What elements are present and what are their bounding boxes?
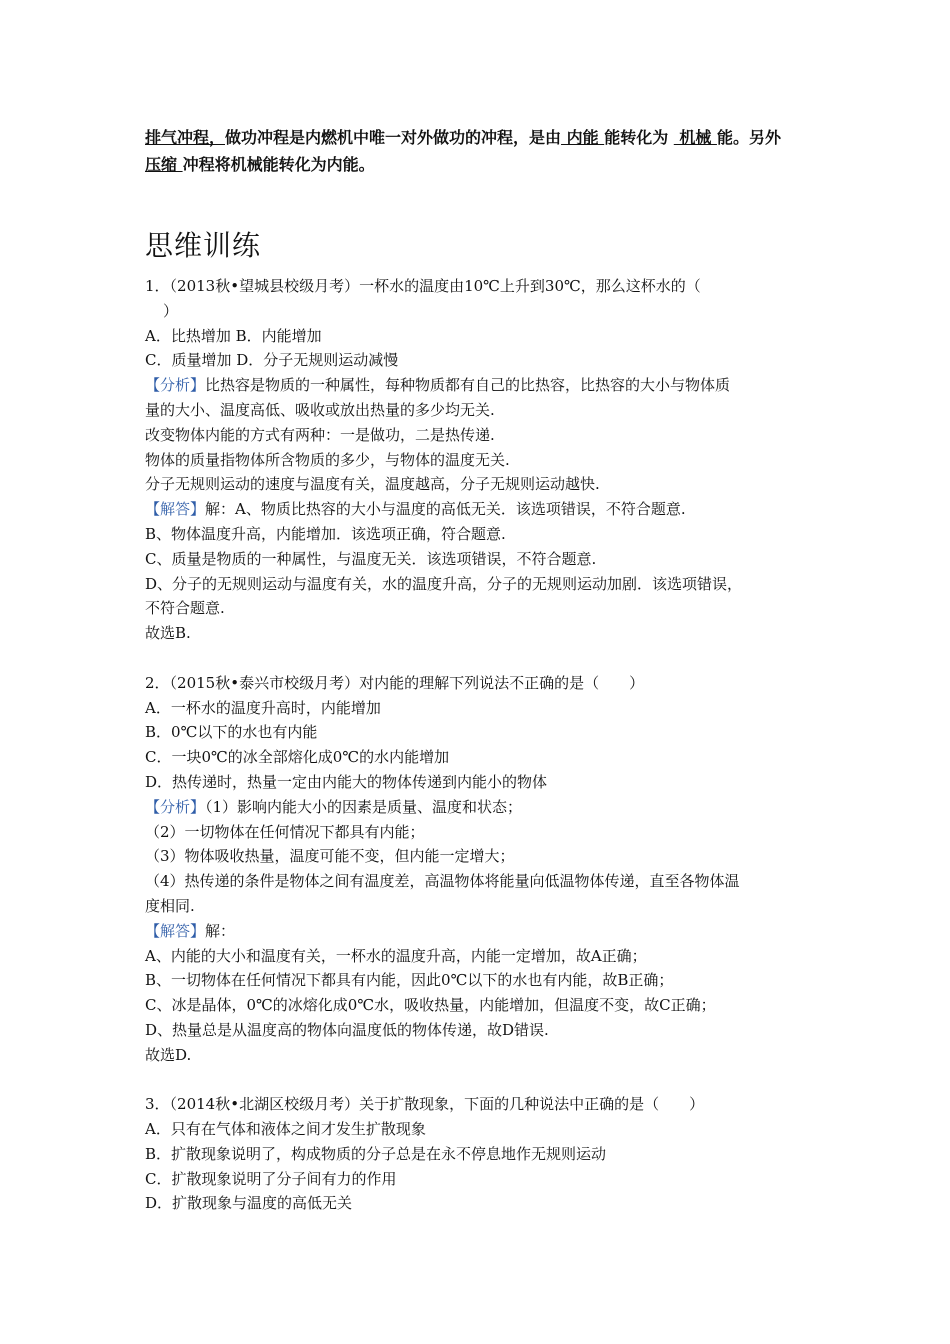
question-1-answer-line: 不符合题意. bbox=[145, 599, 225, 618]
question-2-analysis-line: （2）一切物体在任何情况下都具有内能； bbox=[145, 822, 425, 841]
question-3-option: C．扩散现象说明了分子间有力的作用 bbox=[145, 1169, 397, 1188]
analysis-tag: 【分析】 bbox=[145, 797, 206, 816]
question-2-analysis-line bbox=[145, 795, 810, 820]
question-2-final-choice: 故选D. bbox=[145, 1045, 192, 1064]
question-3-option: A．只有在气体和液体之间才发生扩散现象 bbox=[145, 1120, 426, 1139]
question-2-answer-line: B、一切物体在任何情况下都具有内能，因此0℃以下的水也有内能，故B正确； bbox=[145, 971, 674, 990]
intro-underlined-term: 排气冲程， bbox=[145, 128, 226, 147]
question-2-stem: 2．（2015秋•泰兴市校级月考）对内能的理解下列说法不正确的是（ ） bbox=[145, 673, 645, 692]
question-2-analysis-line: 度相同. bbox=[145, 896, 195, 915]
question-2-answer-line: A、内能的大小和温度有关，一杯水的温度升高，内能一定增加，故A正确； bbox=[145, 946, 647, 965]
question-1-answer-line: B、物体温度升高，内能增加．该选项正确，符合题意. bbox=[145, 524, 506, 543]
question-2-analysis-line: （3）物体吸收热量，温度可能不变，但内能一定增大； bbox=[145, 847, 515, 866]
question-1-stem-cont: ） bbox=[163, 301, 179, 320]
question-1-analysis-line: 改变物体内能的方式有两种：一是做功，二是热传递. bbox=[145, 425, 495, 444]
answer-text: 解：A、物质比热容的大小与温度的高低无关．该选项错误，不符合题意. bbox=[205, 500, 686, 519]
intro-line-1 bbox=[145, 124, 815, 151]
question-2-option: A．一杯水的温度升高时，内能增加 bbox=[145, 698, 381, 717]
intro-line-2 bbox=[145, 151, 815, 178]
fill-blank-answer: 内能 bbox=[561, 128, 605, 147]
question-2-answer-line: C、冰是晶体，0℃的冰熔化成0℃水，吸收热量，内能增加，但温度不变，故C正确； bbox=[145, 996, 716, 1015]
answer-tag: 【解答】 bbox=[145, 500, 206, 519]
intro-text: 能转化为 bbox=[604, 128, 669, 147]
intro-paragraph bbox=[145, 124, 815, 178]
question-2-answer-head bbox=[145, 919, 810, 944]
question-2-analysis-line: （4）热传递的条件是物体之间有温度差，高温物体将能量向低温物体传递，直至各物体温 bbox=[145, 872, 740, 891]
question-1-analysis-line: 量的大小、温度高低、吸收或放出热量的多少均无关. bbox=[145, 400, 495, 419]
question-1-answer-line: D、分子的无规则运动与温度有关，水的温度升高，分子的无规则运动加剧．该选项错误， bbox=[145, 574, 743, 593]
fill-blank-answer: 压缩 bbox=[145, 155, 183, 174]
question-3-stem: 3．（2014秋•北湖区校级月考）关于扩散现象，下面的几种说法中正确的是（ ） bbox=[145, 1095, 705, 1114]
question-1-options-ab: A．比热增加 B．内能增加 bbox=[145, 326, 322, 345]
question-2-answer-line: D、热量总是从温度高的物体向温度低的物体传递，故D错误. bbox=[145, 1020, 549, 1039]
intro-text: 做功冲程是内燃机中唯一对外做功的冲程，是由 bbox=[225, 128, 562, 147]
question-1-options-cd: C．质量增加 D．分子无规则运动减慢 bbox=[145, 351, 399, 370]
question-1-answer-line: C、质量是物质的一种属性，与温度无关．该选项错误，不符合题意. bbox=[145, 549, 597, 568]
analysis-text: （1）影响内能大小的因素是质量、温度和状态； bbox=[205, 797, 523, 816]
question-2-option: B．0℃以下的水也有内能 bbox=[145, 723, 318, 742]
question-1-answer-line bbox=[145, 497, 810, 522]
questions-content bbox=[145, 274, 810, 1216]
question-3-option: D．扩散现象与温度的高低无关 bbox=[145, 1194, 353, 1213]
question-1-analysis-line: 物体的质量指物体所含物质的多少，与物体的温度无关. bbox=[145, 450, 510, 469]
fill-blank-answer: 机械 bbox=[673, 128, 717, 147]
question-2-option: C．一块0℃的冰全部熔化成0℃的水内能增加 bbox=[145, 748, 450, 767]
spacer bbox=[145, 1068, 810, 1093]
intro-text: 能。另外 bbox=[716, 128, 781, 147]
analysis-tag: 【分析】 bbox=[145, 376, 206, 395]
question-1-stem: 1．（2013秋•望城县校级月考）一杯水的温度由10℃上升到30℃，那么这杯水的（ bbox=[145, 277, 701, 295]
answer-text: 解： bbox=[205, 921, 236, 940]
section-title: 思维训练 bbox=[145, 229, 262, 262]
analysis-text: 比热容是物质的一种属性，每种物质都有自己的比热容，比热容的大小与物体质 bbox=[205, 376, 731, 395]
question-2-option: D．热传递时，热量一定由内能大的物体传递到内能小的物体 bbox=[145, 772, 548, 791]
spacer bbox=[145, 646, 810, 671]
question-1-final-choice: 故选B. bbox=[145, 624, 191, 643]
intro-text: 冲程将机械能转化为内能。 bbox=[182, 155, 375, 174]
question-1-analysis-line bbox=[145, 373, 810, 398]
question-3-option: B．扩散现象说明了，构成物质的分子总是在永不停息地作无规则运动 bbox=[145, 1144, 607, 1163]
question-1-analysis-line: 分子无规则运动的速度与温度有关，温度越高，分子无规则运动越快. bbox=[145, 475, 600, 494]
answer-tag: 【解答】 bbox=[145, 921, 206, 940]
